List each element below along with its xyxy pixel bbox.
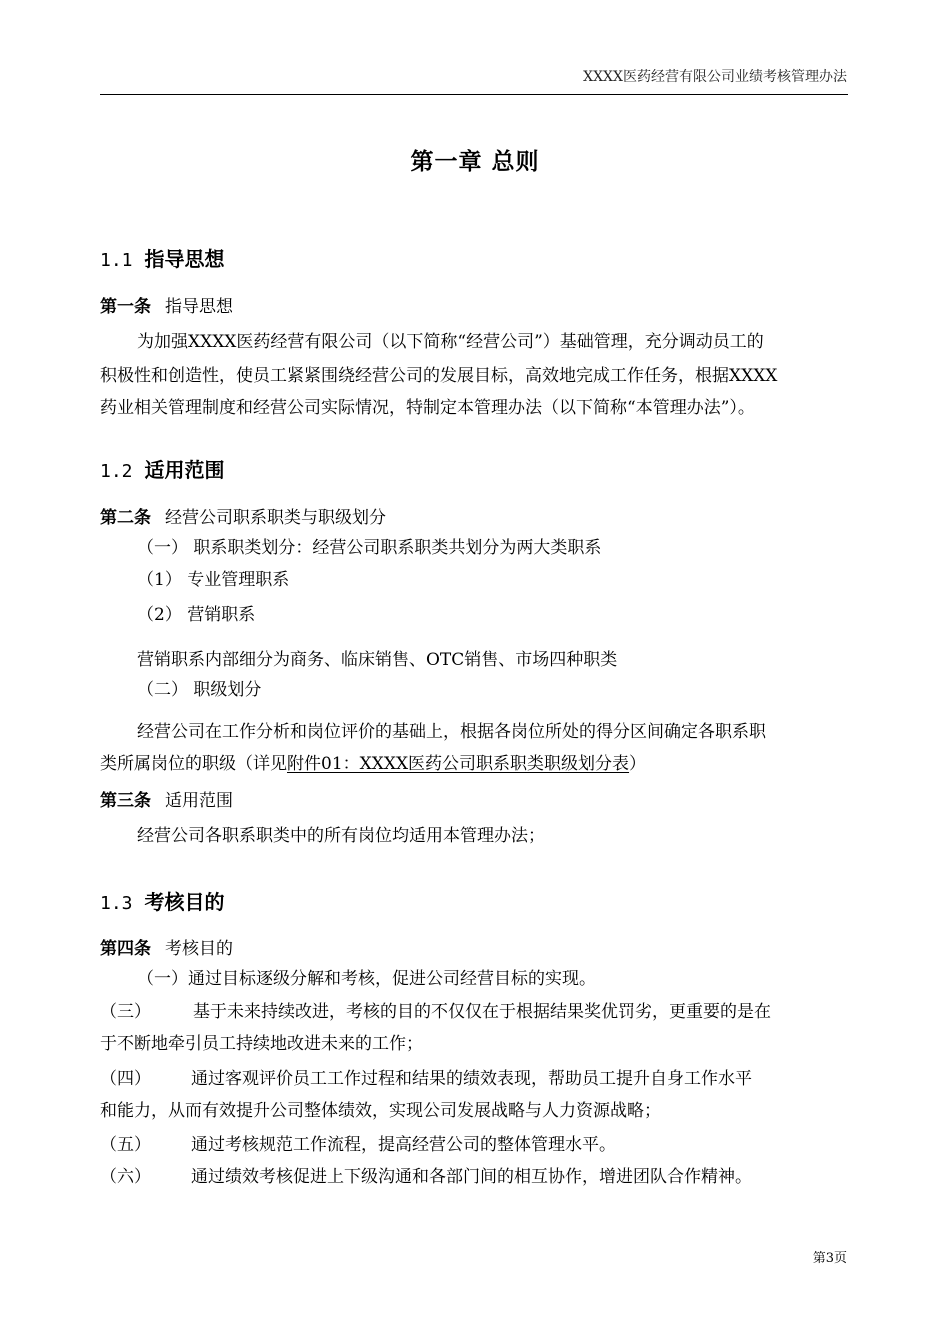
paragraph-line: 基于未来持续改进，考核的目的不仅仅在于根据结果奖优罚劣，更重要的是在 bbox=[193, 1002, 771, 1022]
paragraph-line: 于不断地牵引员工持续地改进未来的工作； bbox=[100, 1034, 423, 1054]
list-item: （一） 职系职类划分：经营公司职系职类共划分为两大类职系 bbox=[137, 538, 602, 558]
text-run: 类所属岗位的职级（详见 bbox=[100, 754, 287, 774]
paragraph-line bbox=[100, 749, 646, 774]
list-item: （1） 专业管理职系 bbox=[137, 570, 290, 590]
paragraph-line: 通过绩效考核促进上下级沟通和各部门间的相互协作，增进团队合作精神。 bbox=[191, 1167, 752, 1187]
paragraph-line: 为加强XXXX医药经营有限公司（以下简称“经营公司”）基础管理，充分调动员工的 bbox=[137, 332, 764, 352]
section-heading-1-1 bbox=[100, 243, 225, 272]
section-number: 1.1 bbox=[100, 250, 133, 271]
paragraph-line: 通过客观评价员工工作过程和结果的绩效表现，帮助员工提升自身工作水平 bbox=[191, 1069, 752, 1089]
section-heading-1-3 bbox=[100, 886, 225, 915]
article-label: 第二条 bbox=[100, 508, 151, 528]
paragraph-line: 积极性和创造性，使员工紧紧围绕经营公司的发展目标，高效地完成工作任务，根据XXXX bbox=[100, 366, 778, 386]
running-header: XXXX医药经营有限公司业绩考核管理办法 bbox=[583, 69, 847, 85]
article-title: 考核目的 bbox=[165, 939, 233, 959]
paragraph-line: 营销职系内部细分为商务、临床销售、OTC销售、市场四种职类 bbox=[137, 650, 618, 670]
appendix-link[interactable]: 附件01：XXXX医药公司职系职类职级划分表 bbox=[287, 754, 630, 774]
paragraph-line: 经营公司各职系职类中的所有岗位均适用本管理办法； bbox=[137, 826, 545, 846]
article-label: 第三条 bbox=[100, 791, 151, 811]
article-title: 适用范围 bbox=[165, 791, 233, 811]
article-4-heading bbox=[100, 934, 233, 959]
paragraph-line: 药业相关管理制度和经营公司实际情况，特制定本管理办法（以下简称“本管理办法”）。 bbox=[100, 398, 755, 418]
list-item: （一）通过目标逐级分解和考核，促进公司经营目标的实现。 bbox=[137, 969, 596, 989]
section-title: 适用范围 bbox=[144, 458, 225, 482]
page-number: 第3页 bbox=[812, 1251, 847, 1266]
article-title: 指导思想 bbox=[165, 297, 233, 317]
list-item-number: （三） bbox=[100, 1002, 151, 1022]
list-item-number: （四） bbox=[100, 1069, 151, 1089]
paragraph-line: 通过考核规范工作流程，提高经营公司的整体管理水平。 bbox=[191, 1135, 616, 1155]
header-rule bbox=[100, 94, 848, 95]
article-title: 经营公司职系职类与职级划分 bbox=[165, 508, 386, 528]
article-2-heading bbox=[100, 503, 386, 528]
paragraph-line: 和能力，从而有效提升公司整体绩效，实现公司发展战略与人力资源战略； bbox=[100, 1101, 661, 1121]
section-number: 1.2 bbox=[100, 461, 133, 482]
text-run: ） bbox=[629, 754, 647, 774]
section-title: 指导思想 bbox=[144, 247, 225, 271]
section-number: 1.3 bbox=[100, 893, 133, 914]
chapter-title: 第一章 总则 bbox=[410, 148, 540, 175]
section-heading-1-2 bbox=[100, 454, 225, 483]
article-3-heading bbox=[100, 786, 233, 811]
list-item: （二） 职级划分 bbox=[137, 680, 262, 700]
list-item: （2） 营销职系 bbox=[137, 605, 256, 625]
paragraph-line: 经营公司在工作分析和岗位评价的基础上，根据各岗位所处的得分区间确定各职系职 bbox=[137, 722, 766, 742]
list-item-number: （五） bbox=[100, 1135, 151, 1155]
article-label: 第四条 bbox=[100, 939, 151, 959]
list-item-number: （六） bbox=[100, 1167, 151, 1187]
section-title: 考核目的 bbox=[144, 890, 225, 914]
article-1-heading bbox=[100, 292, 233, 317]
article-label: 第一条 bbox=[100, 297, 151, 317]
